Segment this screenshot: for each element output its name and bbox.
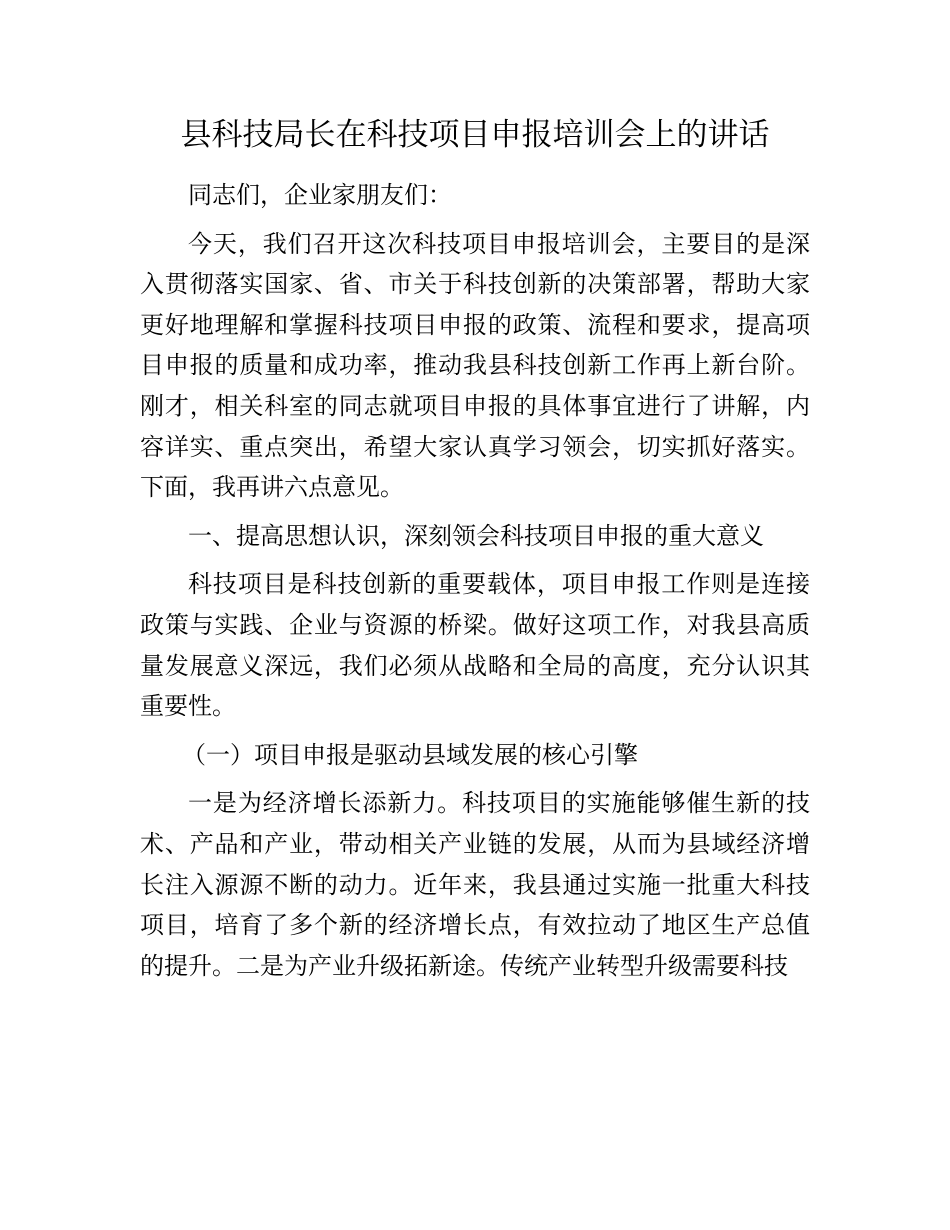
section-1-heading: 一、提高思想认识，深刻领会科技项目申报的重大意义: [188, 521, 764, 550]
section-1-paragraph: 科技项目是科技创新的重要载体，项目申报工作则是连接政策与实践、企业与资源的桥梁。做好这项工作，对我县高质量发展意义深远，我们必须从战略和全局的高度，充分认识其重要性。: [140, 570, 810, 721]
salutation: 同志们，企业家朋友们：: [188, 181, 452, 209]
document-title: 县科技局长在科技项目申报培训会上的讲话: [180, 117, 770, 153]
subsection-1-paragraph: 一是为经济增长添新力。科技项目的实施能够催生新的技术、产品和产业，带动相关产业链的发展，从而为县域经济增长注入源源不断的动力。近年来，我县通过实施一批重大科技项目，培育了多个新的经济增长点，有效拉动了地区生产总值的提升。二是为产业升级拓新途。传统产业转型升级需要科技: [140, 789, 810, 980]
intro-paragraph: 今天，我们召开这次科技项目申报培训会，主要目的是深入贯彻落实国家、省、市关于科技创新的决策部署，帮助大家更好地理解和掌握科技项目申报的政策、流程和要求，提高项目申报的质量和成功率，推动我县科技创新工作再上新台阶。刚才，相关科室的同志就项目申报的具体事宜进行了讲解，内容详实、重点突出，希望大家认真学习领会，切实抓好落实。下面，我再讲六点意见。: [140, 229, 810, 502]
subsection-1-heading: （一）项目申报是驱动县域发展的核心引擎: [182, 740, 638, 769]
document-body: [140, 167, 810, 986]
